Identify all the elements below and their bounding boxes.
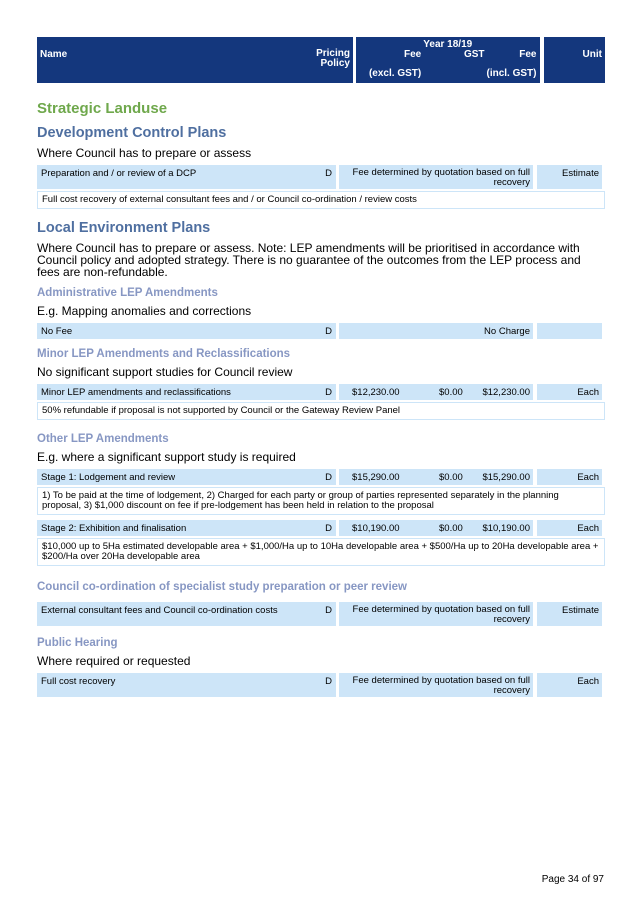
row-unit: Estimate	[537, 165, 602, 189]
table-row	[37, 323, 605, 339]
row-fee-cell	[339, 384, 533, 400]
row-name-cell	[37, 165, 336, 189]
row-policy: D	[325, 387, 332, 398]
row-gst: $0.00	[439, 472, 463, 483]
page-number: Page 34 of 97	[541, 874, 604, 885]
row-fee-cell	[339, 323, 533, 339]
row-policy: D	[325, 472, 332, 483]
header-excl-gst: (excl. GST)	[368, 68, 422, 79]
table-row	[37, 520, 605, 536]
row-name: Full cost recovery	[41, 676, 116, 687]
header-year: Year 18/19	[423, 39, 473, 50]
row-name-cell	[37, 323, 336, 339]
table-row	[37, 384, 605, 400]
row-note: Full cost recovery of external consultant fees and / or Council co-ordination / review costs	[37, 191, 605, 209]
row-name: No Fee	[41, 326, 73, 337]
row-fee-cell	[339, 165, 533, 189]
header-name: Name	[40, 49, 68, 60]
header-incl-gst: (incl. GST)	[486, 68, 537, 79]
table-row	[37, 602, 605, 626]
row-note: 50% refundable if proposal is not supported by Council or the Gateway Review Panel	[37, 402, 605, 420]
section-title: Strategic Landuse	[37, 100, 168, 117]
row-policy: D	[325, 326, 332, 337]
row-fee-cell	[339, 520, 533, 536]
row-name-cell	[37, 602, 336, 626]
table-row	[37, 673, 605, 697]
other-description: E.g. where a significant support study is required	[37, 450, 296, 464]
admin-heading: Administrative LEP Amendments	[37, 287, 218, 299]
row-fee: Fee determined by quotation based on full recovery	[352, 604, 530, 625]
hearing-description: Where required or requested	[37, 654, 191, 668]
row-fee: Fee determined by quotation based on full recovery	[352, 675, 530, 696]
row-name: External consultant fees and Council co-ordination costs	[41, 605, 278, 616]
row-unit: Each	[537, 520, 602, 536]
row-fee-cell	[339, 469, 533, 485]
dcp-description: Where Council has to prepare or assess	[37, 146, 252, 160]
lep-heading: Local Environment Plans	[37, 220, 211, 236]
row-note: 1) To be paid at the time of lodgement, 2) Charged for each party or group of parties represented separately in the planning proposal, 3) $1,000 discount on fee if pre-lodgement has been held in relation to the proposal	[37, 487, 605, 515]
header-fee-incl: Fee	[519, 49, 537, 60]
header-gst: GST	[463, 49, 485, 60]
row-name-cell	[37, 520, 336, 536]
row-name: Stage 2: Exhibition and finalisation	[41, 523, 187, 534]
admin-description: E.g. Mapping anomalies and corrections	[37, 304, 252, 318]
row-name-cell	[37, 469, 336, 485]
hearing-heading: Public Hearing	[37, 637, 118, 649]
row-fee-excl: $15,290.00	[352, 472, 400, 483]
table-row	[37, 469, 605, 485]
row-fee-excl: $12,230.00	[352, 387, 400, 398]
row-name: Preparation and / or review of a DCP	[41, 168, 197, 179]
row-gst: $0.00	[439, 387, 463, 398]
lep-description: Where Council has to prepare or assess. Note: LEP amendments will be prioritised in accordance with Council policy and adopted strategy. There is no guarantee of the outcomes from the LEP process and fees are non-refundable.	[37, 241, 581, 279]
row-gst: $0.00	[439, 523, 463, 534]
row-unit	[537, 323, 602, 339]
header-pricing-policy: Pricing Policy	[316, 48, 350, 69]
row-policy: D	[325, 523, 332, 534]
row-name: Minor LEP amendments and reclassifications	[41, 387, 231, 398]
header-policy-cell	[316, 37, 353, 83]
row-fee: No Charge	[484, 326, 530, 337]
row-fee-incl: $10,190.00	[482, 523, 530, 534]
header-unit-cell	[544, 37, 606, 83]
row-fee-cell	[339, 602, 533, 626]
row-note: $10,000 up to 5Ha estimated developable area + $1,000/Ha up to 10Ha developable area + $500/Ha up to 20Ha developable area + $200/Ha over 20Ha developable area	[37, 538, 605, 566]
minor-description: No significant support studies for Council review	[37, 365, 293, 379]
specialist-heading: Council co-ordination of specialist study preparation or peer review	[37, 581, 407, 593]
other-heading: Other LEP Amendments	[37, 433, 169, 445]
row-policy: D	[325, 605, 332, 616]
header-year-cell	[356, 37, 540, 83]
header-name-cell	[37, 37, 320, 83]
row-name-cell	[37, 673, 336, 697]
fee-schedule-page	[37, 37, 605, 697]
row-unit: Each	[537, 384, 602, 400]
row-name: Stage 1: Lodgement and review	[41, 472, 176, 483]
row-unit: Estimate	[537, 602, 602, 626]
row-fee-incl: $15,290.00	[482, 472, 530, 483]
row-fee-cell	[339, 673, 533, 697]
minor-heading: Minor LEP Amendments and Reclassifications	[37, 348, 291, 360]
row-unit: Each	[537, 469, 602, 485]
table-row	[37, 165, 605, 189]
row-name-cell	[37, 384, 336, 400]
row-policy: D	[325, 168, 332, 179]
header-fee: Fee	[403, 49, 422, 60]
dcp-heading: Development Control Plans	[37, 125, 227, 141]
row-policy: D	[325, 676, 332, 687]
row-fee-incl: $12,230.00	[482, 387, 530, 398]
row-fee: Fee determined by quotation based on full recovery	[352, 167, 530, 188]
row-unit: Each	[537, 673, 602, 697]
header-unit: Unit	[582, 49, 602, 60]
row-fee-excl: $10,190.00	[352, 523, 400, 534]
table-header	[37, 37, 605, 83]
